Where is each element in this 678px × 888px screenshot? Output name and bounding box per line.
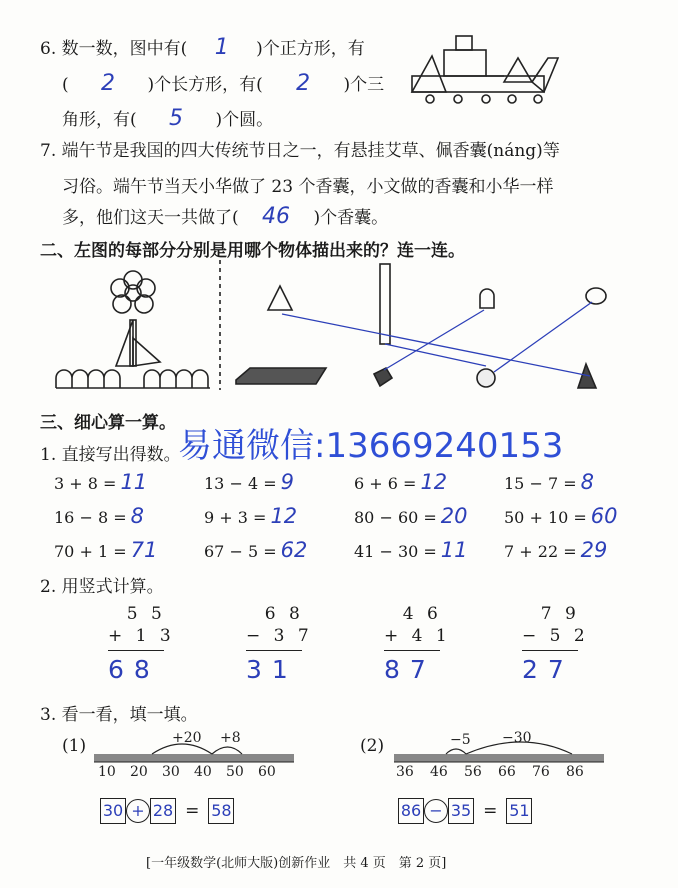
q7-line3: 多，他们这天一共做了( 46 )个香囊。 (62, 204, 389, 229)
vertical-answer[interactable]: 27 (522, 655, 574, 684)
math-item (354, 470, 447, 494)
q6-answer-circles[interactable]: 5 (169, 106, 184, 131)
tick-label: 86 (566, 764, 584, 780)
box-second-number[interactable]: 28 (150, 798, 176, 824)
q3-part1-label: (1) (62, 736, 87, 756)
q7-line2: 习俗。端午节当天小华做了 23 个香囊，小文做的香囊和小华一样 (62, 177, 554, 197)
q6-answer-triangles[interactable]: 2 (296, 71, 311, 96)
math-answer[interactable]: 71 (130, 538, 158, 562)
math-item (354, 504, 468, 528)
q6-answer-rectangles[interactable]: 2 (101, 71, 116, 96)
math-expression: 41 − 30 = (354, 542, 437, 561)
ruler-object (236, 368, 326, 384)
q3-part1-equation: 30 + 28 = 58 (100, 798, 234, 824)
top-number: 6 8 (246, 604, 304, 624)
vertical-problem (246, 604, 313, 684)
tick-label: 20 (130, 764, 148, 780)
circle-outline (586, 288, 606, 304)
tick-label: 36 (396, 764, 414, 780)
math-item (354, 538, 468, 562)
number-line-2 (392, 730, 612, 780)
math-answer[interactable]: 60 (590, 504, 618, 528)
top-number: 4 6 (384, 604, 442, 624)
q3-part2-equation: 86 − 35 = 51 (398, 798, 532, 824)
page-footer: [一年级数学(北师大版)创新作业 共 4 页 第 2 页] (146, 856, 447, 871)
math-expression: 6 + 6 = (354, 474, 417, 493)
q6-line2: ( 2 )个长方形，有( 2 )个三 (62, 71, 385, 96)
math-expression: 67 − 5 = (204, 542, 277, 561)
tick-label: 40 (194, 764, 212, 780)
bottom-number: + 1 3 (108, 626, 175, 646)
tick-label: 10 (98, 764, 116, 780)
sum-line (522, 650, 578, 651)
sum-line (108, 650, 164, 651)
rectangle-outline (380, 264, 390, 344)
math-item (504, 470, 594, 494)
number-line-1 (92, 730, 302, 780)
q7-line1: 7. 端午节是我国的四大传统节日之一，有悬挂艾草、佩香囊(náng)等 (40, 141, 560, 161)
tick-label: 56 (464, 764, 482, 780)
vertical-answer[interactable]: 68 (108, 655, 160, 684)
q7-answer[interactable]: 46 (262, 204, 291, 229)
math-expression: 50 + 10 = (504, 508, 587, 527)
matching-figure (50, 258, 650, 398)
watermark-text: 易通微信:13669240153 (178, 426, 564, 466)
vertical-answer[interactable]: 31 (246, 655, 298, 684)
math-expression: 80 − 60 = (354, 508, 437, 527)
math-answer[interactable]: 12 (270, 504, 298, 528)
box-first-number[interactable]: 30 (100, 798, 126, 824)
vertical-problem (108, 604, 175, 684)
math-item (54, 538, 157, 562)
tick-label: 30 (162, 764, 180, 780)
arch-outline (480, 289, 494, 308)
arc-label-2: +8 (220, 730, 241, 746)
rectangle-shape-top (444, 50, 486, 76)
box-first-number[interactable]: 86 (398, 798, 424, 824)
tick-label: 50 (226, 764, 244, 780)
math-answer[interactable]: 9 (280, 470, 294, 494)
math-answer[interactable]: 8 (580, 470, 594, 494)
math-answer[interactable]: 11 (440, 538, 468, 562)
vertical-answer[interactable]: 87 (384, 655, 436, 684)
section-3-title: 三、细心算一算。 (40, 413, 176, 433)
math-answer[interactable]: 11 (120, 470, 148, 494)
box-second-number[interactable]: 35 (448, 798, 474, 824)
tick-label: 76 (532, 764, 550, 780)
vertical-problem (384, 604, 451, 684)
box-result[interactable]: 58 (208, 798, 234, 824)
q6-number: 6. (40, 39, 57, 59)
math-item (204, 504, 297, 528)
vertical-problem (522, 604, 589, 684)
top-number: 5 5 (108, 604, 166, 624)
flower-drawing (56, 271, 210, 388)
triangle-shape-left (412, 56, 446, 92)
parallelogram-shape (532, 58, 558, 92)
math-expression: 9 + 3 = (204, 508, 267, 527)
triangle-shape-right (504, 58, 532, 82)
math-item (504, 504, 618, 528)
q3-part2-label: (2) (360, 736, 385, 756)
q6-line3: 角形，有( 5 )个圆。 (62, 106, 274, 131)
tick-label: 66 (498, 764, 516, 780)
triangle-outline (268, 286, 292, 310)
circle-operator[interactable]: − (424, 799, 448, 823)
math-expression: 3 + 8 = (54, 474, 117, 493)
bottom-number: + 4 1 (384, 626, 451, 646)
math-answer[interactable]: 20 (440, 504, 468, 528)
math-answer[interactable]: 29 (580, 538, 608, 562)
q6-line1: 6. 数一数，图中有( 1 )个正方形，有 (40, 35, 365, 60)
q6-answer-squares[interactable]: 1 (214, 35, 229, 60)
tick-label: 46 (430, 764, 448, 780)
boat-figure (408, 32, 560, 110)
circle-operator[interactable]: + (126, 799, 150, 823)
math-answer[interactable]: 8 (130, 504, 144, 528)
math-answer[interactable]: 12 (420, 470, 448, 494)
arc-label-2: −30 (502, 730, 532, 746)
math-item (54, 470, 147, 494)
bottom-number: − 3 7 (246, 626, 313, 646)
bottom-number: − 5 2 (522, 626, 589, 646)
math-expression: 15 − 7 = (504, 474, 577, 493)
arc-label-1: −5 (450, 732, 471, 748)
rectangle-shape-hull (412, 76, 544, 92)
top-number: 7 9 (522, 604, 580, 624)
sum-line (246, 650, 302, 651)
math-expression: 13 − 4 = (204, 474, 277, 493)
math-item (54, 504, 144, 528)
math-answer[interactable]: 62 (280, 538, 308, 562)
q3-title: 3. 看一看，填一填。 (40, 705, 198, 725)
box-result[interactable]: 51 (506, 798, 532, 824)
sum-line (384, 650, 440, 651)
math-expression: 16 − 8 = (54, 508, 127, 527)
q1-title: 1. 直接写出得数。 (40, 445, 181, 465)
math-expression: 70 + 1 = (54, 542, 127, 561)
math-item (204, 538, 307, 562)
math-expression: 7 + 22 = (504, 542, 577, 561)
ball-object (477, 369, 495, 387)
section-2-title: 二、左图的每部分分别是用哪个物体描出来的？连一连。 (40, 241, 465, 261)
square-shape (456, 36, 472, 50)
math-item (204, 470, 294, 494)
arc-label-1: +20 (172, 730, 202, 746)
q2-title: 2. 用竖式计算。 (40, 577, 164, 597)
math-item (504, 538, 607, 562)
eraser-object (374, 368, 392, 386)
tick-label: 60 (258, 764, 276, 780)
